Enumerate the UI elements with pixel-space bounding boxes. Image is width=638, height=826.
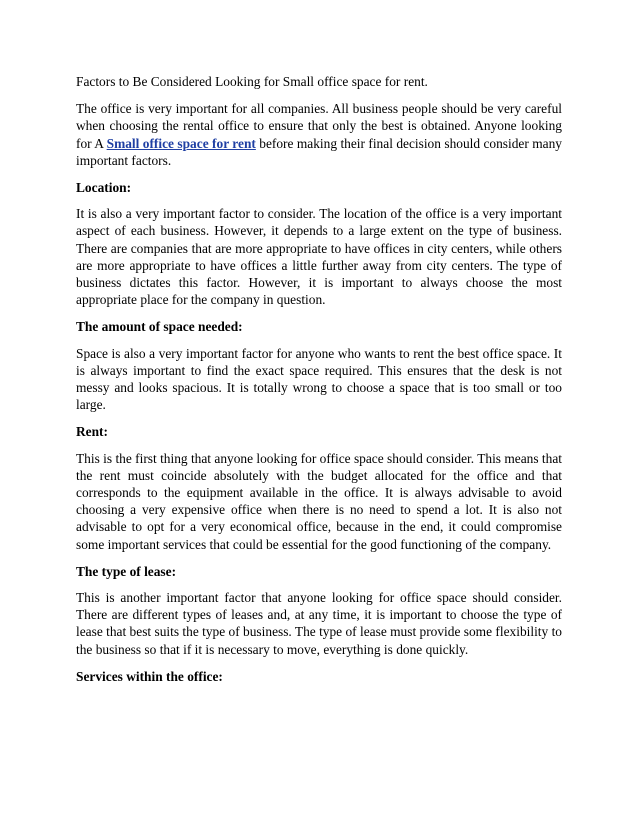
small-office-space-link[interactable]: Small office space for rent <box>106 135 256 151</box>
section-heading-space-needed: The amount of space needed: <box>76 319 243 335</box>
document-title-line: Factors to Be Considered Looking for Small office space for rent. <box>76 74 428 89</box>
document-page <box>76 73 562 694</box>
section-body-rent: This is the first thing that anyone looking for office space should consider. This means that the rent must coincide absolutely with the budget allocated for the office and that corresponds to the equipment available in the office. It is always advisable to avoid choosing a very expensive office when there is no need to spend a lot. It is also not advisable to opt for a very economical office, because in the end, it could compromise some important services that could be essential for the good functioning of the company. <box>76 450 562 552</box>
section-body-space-needed: Space is also a very important factor for anyone who wants to rent the best office space. It is always important to find the exact space required. This ensures that the desk is not messy and looks spacious. It is totally wrong to choose a space that is too small or too large. <box>76 345 562 413</box>
section-heading-location: Location: <box>76 180 132 196</box>
section-body-lease-type: This is another important factor that anyone looking for office space should consider. There are different types of leases and, at any time, it is important to choose the type of lease that best suits the type of business. The type of lease must provide some flexibility to the business so that if it is necessary to move, everything is done quickly. <box>76 590 562 657</box>
section-heading-lease-type: The type of lease: <box>76 563 177 579</box>
section-heading-rent: Rent: <box>76 424 108 440</box>
section-body-location: It is also a very important factor to consider. The location of the office is a very important aspect of each business. However, it depends to a large extent on the type of business. There are companies that are more appropriate to have offices in city centers, while others are more appropriate to have offices a little further away from city centers. The type of business dictates this factor. However, it is important to always choose the most appropriate place for the company in question. <box>76 206 562 308</box>
intro-text-before: The office is very important for all companies. All business people should be very careful when choosing the rental office to ensure that only the best is obtained. Anyone looking for A <box>76 101 562 151</box>
intro-text-after: before making their final decision should consider many important factors. <box>76 135 562 168</box>
intro-paragraph <box>76 100 562 169</box>
section-heading-services: Services within the office: <box>76 668 223 684</box>
